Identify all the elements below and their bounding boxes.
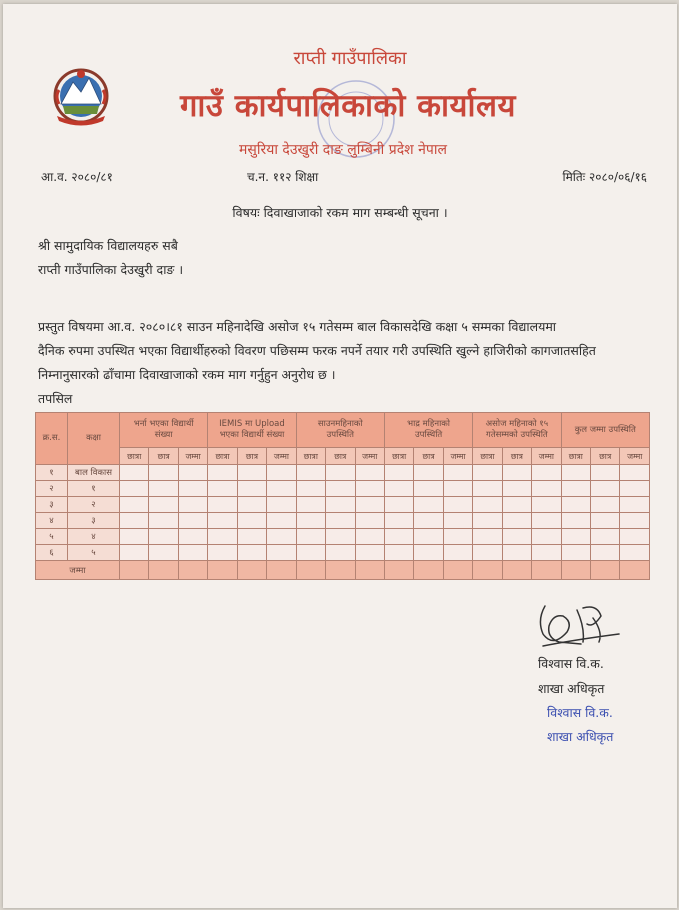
empty-cell [355, 465, 384, 481]
table-body [36, 465, 650, 561]
empty-cell [532, 529, 561, 545]
empty-cell [267, 481, 296, 497]
empty-cell [267, 465, 296, 481]
empty-cell [620, 465, 650, 481]
row-serial: ६ [36, 545, 68, 561]
empty-cell [149, 545, 178, 561]
sub-header-boys: छात्र [237, 448, 266, 465]
signatory-title: शाखा अधिकृत [538, 681, 605, 696]
sub-header-total: जम्मा [620, 448, 650, 465]
row-class: ४ [68, 529, 120, 545]
empty-cell [178, 481, 207, 497]
empty-cell [502, 545, 531, 561]
empty-cell [355, 529, 384, 545]
empty-cell [178, 497, 207, 513]
empty-cell [355, 497, 384, 513]
empty-cell [414, 529, 443, 545]
empty-cell [355, 513, 384, 529]
empty-cell [178, 529, 207, 545]
fiscal-year: आ.व. २०८०/८१ [41, 170, 113, 184]
empty-cell [120, 545, 149, 561]
row-serial: ४ [36, 513, 68, 529]
row-serial: ३ [36, 497, 68, 513]
empty-cell [473, 465, 502, 481]
empty-cell [120, 481, 149, 497]
empty-cell [502, 529, 531, 545]
empty-cell [120, 465, 149, 481]
empty-cell [149, 529, 178, 545]
total-row [36, 561, 650, 580]
empty-cell [473, 545, 502, 561]
empty-cell [473, 497, 502, 513]
empty-cell [208, 465, 237, 481]
empty-cell [620, 513, 650, 529]
empty-cell [237, 497, 266, 513]
empty-cell [178, 513, 207, 529]
empty-cell [178, 465, 207, 481]
col-group-ashoj: असोज महिनाको १५ गतेसम्मको उपस्थिति [473, 413, 561, 448]
attendance-table [35, 412, 650, 580]
empty-cell [120, 529, 149, 545]
letter-date: मितिः २०८०/०६/१६ [562, 170, 647, 184]
municipality-name: राप्ती गाउँपालिका [293, 48, 407, 69]
office-address: मसुरिया देउखुरी दाङ लुम्बिनी प्रदेश नेपाल [239, 142, 447, 158]
empty-cell [237, 545, 266, 561]
sub-header-total: जम्मा [532, 448, 561, 465]
empty-cell [443, 513, 472, 529]
empty-cell [561, 529, 590, 545]
empty-cell [532, 545, 561, 561]
sub-header-total: जम्मा [267, 448, 296, 465]
empty-cell [267, 529, 296, 545]
empty-cell [237, 513, 266, 529]
empty-cell [620, 497, 650, 513]
col-group-total: कुल जम्मा उपस्थिति [561, 413, 649, 448]
letter-sheet [3, 4, 677, 908]
empty-cell [326, 513, 355, 529]
reference-number: च.न. ११२ शिक्षा [247, 170, 319, 184]
empty-cell [296, 513, 325, 529]
empty-cell [208, 497, 237, 513]
annex-label: तपसिल [38, 391, 73, 406]
body-line-2: दैनिक रुपमा उपस्थित भएका विद्यार्थीहरुको विवरण पछिसम्म फरक नपर्ने तयार गरी उपस्थिति खुल्ने हाजिरीको कागजातसहित [38, 343, 596, 358]
empty-cell [561, 497, 590, 513]
empty-cell [296, 497, 325, 513]
empty-cell [532, 513, 561, 529]
col-serial: क्र.स. [36, 413, 68, 465]
empty-cell [208, 529, 237, 545]
title-stamp: शाखा अधिकृत [547, 729, 614, 744]
table-row [36, 497, 650, 513]
empty-cell [414, 513, 443, 529]
empty-cell [178, 545, 207, 561]
empty-cell [473, 529, 502, 545]
empty-cell [620, 529, 650, 545]
empty-cell [326, 529, 355, 545]
empty-cell [208, 481, 237, 497]
empty-cell [384, 545, 413, 561]
empty-cell [237, 465, 266, 481]
sub-header-girls: छात्रा [120, 448, 149, 465]
empty-cell [296, 465, 325, 481]
sub-header-total: जम्मा [443, 448, 472, 465]
empty-cell [296, 529, 325, 545]
row-serial: ५ [36, 529, 68, 545]
empty-cell [267, 497, 296, 513]
row-class: २ [68, 497, 120, 513]
sub-header-girls: छात्रा [296, 448, 325, 465]
empty-cell [502, 497, 531, 513]
empty-cell [591, 513, 620, 529]
col-group-shrawan: साउनमहिनाको उपस्थिति [296, 413, 384, 448]
sub-header-boys: छात्र [414, 448, 443, 465]
sub-header-girls: छात्रा [384, 448, 413, 465]
empty-cell [620, 481, 650, 497]
sub-header-boys: छात्र [149, 448, 178, 465]
empty-cell [384, 513, 413, 529]
empty-cell [237, 481, 266, 497]
empty-cell [149, 497, 178, 513]
sub-header-boys: छात्र [591, 448, 620, 465]
nepal-emblem-icon [51, 64, 111, 126]
table-row [36, 545, 650, 561]
empty-cell [326, 545, 355, 561]
empty-cell [149, 465, 178, 481]
empty-cell [384, 497, 413, 513]
empty-cell [414, 497, 443, 513]
body-line-3: निम्नानुसारको ढाँचामा दिवाखाजाको रकम माग गर्नुहुन अनुरोध छ । [38, 367, 336, 382]
empty-cell [414, 481, 443, 497]
col-group-iemis: IEMIS मा Upload भएका विद्यार्थी संख्या [208, 413, 296, 448]
empty-cell [355, 545, 384, 561]
empty-cell [120, 513, 149, 529]
row-serial: १ [36, 465, 68, 481]
empty-cell [267, 545, 296, 561]
empty-cell [473, 513, 502, 529]
empty-cell [443, 481, 472, 497]
empty-cell [384, 481, 413, 497]
empty-cell [620, 545, 650, 561]
recipient-line-2: राप्ती गाउँपालिका देउखुरी दाङ । [38, 262, 184, 277]
empty-cell [149, 513, 178, 529]
table-row [36, 481, 650, 497]
empty-cell [561, 465, 590, 481]
empty-cell [208, 513, 237, 529]
empty-cell [532, 481, 561, 497]
row-serial: २ [36, 481, 68, 497]
office-title: गाउँ कार्यपालिकाको कार्यालय [179, 88, 517, 124]
sub-header-boys: छात्र [326, 448, 355, 465]
col-class: कक्षा [68, 413, 120, 465]
name-stamp: विश्वास वि.क. [547, 705, 613, 720]
empty-cell [326, 481, 355, 497]
sub-header-girls: छात्रा [561, 448, 590, 465]
row-class: १ [68, 481, 120, 497]
empty-cell [384, 529, 413, 545]
empty-cell [326, 465, 355, 481]
empty-cell [502, 465, 531, 481]
signatory-name: विश्वास वि.क. [538, 656, 604, 671]
col-group-enrolled: भर्ना भएका विद्यार्थी संख्या [120, 413, 208, 448]
empty-cell [591, 465, 620, 481]
sub-header-row [36, 448, 650, 465]
table-row [36, 465, 650, 481]
empty-cell [384, 465, 413, 481]
empty-cell [414, 465, 443, 481]
sub-header-total: जम्मा [178, 448, 207, 465]
empty-cell [120, 497, 149, 513]
empty-cell [591, 529, 620, 545]
empty-cell [561, 481, 590, 497]
table-row [36, 529, 650, 545]
body-line-1: प्रस्तुत विषयमा आ.व. २०८०।८१ साउन महिनादेखि असोज १५ गतेसम्म बाल विकासदेखि कक्षा ५ सम्मका विद्यालयमा [38, 319, 557, 334]
row-class: ५ [68, 545, 120, 561]
row-class: ३ [68, 513, 120, 529]
empty-cell [502, 481, 531, 497]
empty-cell [443, 545, 472, 561]
col-group-bhadra: भाद्र महिनाको उपस्थिति [384, 413, 472, 448]
empty-cell [414, 545, 443, 561]
empty-cell [237, 529, 266, 545]
sub-header-girls: छात्रा [473, 448, 502, 465]
empty-cell [443, 529, 472, 545]
empty-cell [149, 481, 178, 497]
recipient-line-1: श्री सामुदायिक विद्यालयहरु सबै [38, 238, 178, 253]
empty-cell [208, 545, 237, 561]
handwritten-signature [523, 598, 633, 656]
empty-cell [502, 513, 531, 529]
empty-cell [591, 481, 620, 497]
empty-cell [532, 497, 561, 513]
empty-cell [473, 481, 502, 497]
empty-cell [296, 481, 325, 497]
empty-cell [532, 465, 561, 481]
empty-cell [561, 545, 590, 561]
sub-header-girls: छात्रा [208, 448, 237, 465]
sub-header-total: जम्मा [355, 448, 384, 465]
empty-cell [267, 513, 296, 529]
empty-cell [443, 497, 472, 513]
table-row [36, 513, 650, 529]
empty-cell [561, 513, 590, 529]
empty-cell [296, 545, 325, 561]
empty-cell [443, 465, 472, 481]
empty-cell [591, 545, 620, 561]
total-label: जम्मा [36, 561, 120, 580]
empty-cell [591, 497, 620, 513]
empty-cell [355, 481, 384, 497]
empty-cell [326, 497, 355, 513]
sub-header-boys: छात्र [502, 448, 531, 465]
letter-subject: विषयः दिवाखाजाको रकम माग सम्बन्धी सूचना । [232, 205, 448, 220]
row-class: बाल विकास [68, 465, 120, 481]
